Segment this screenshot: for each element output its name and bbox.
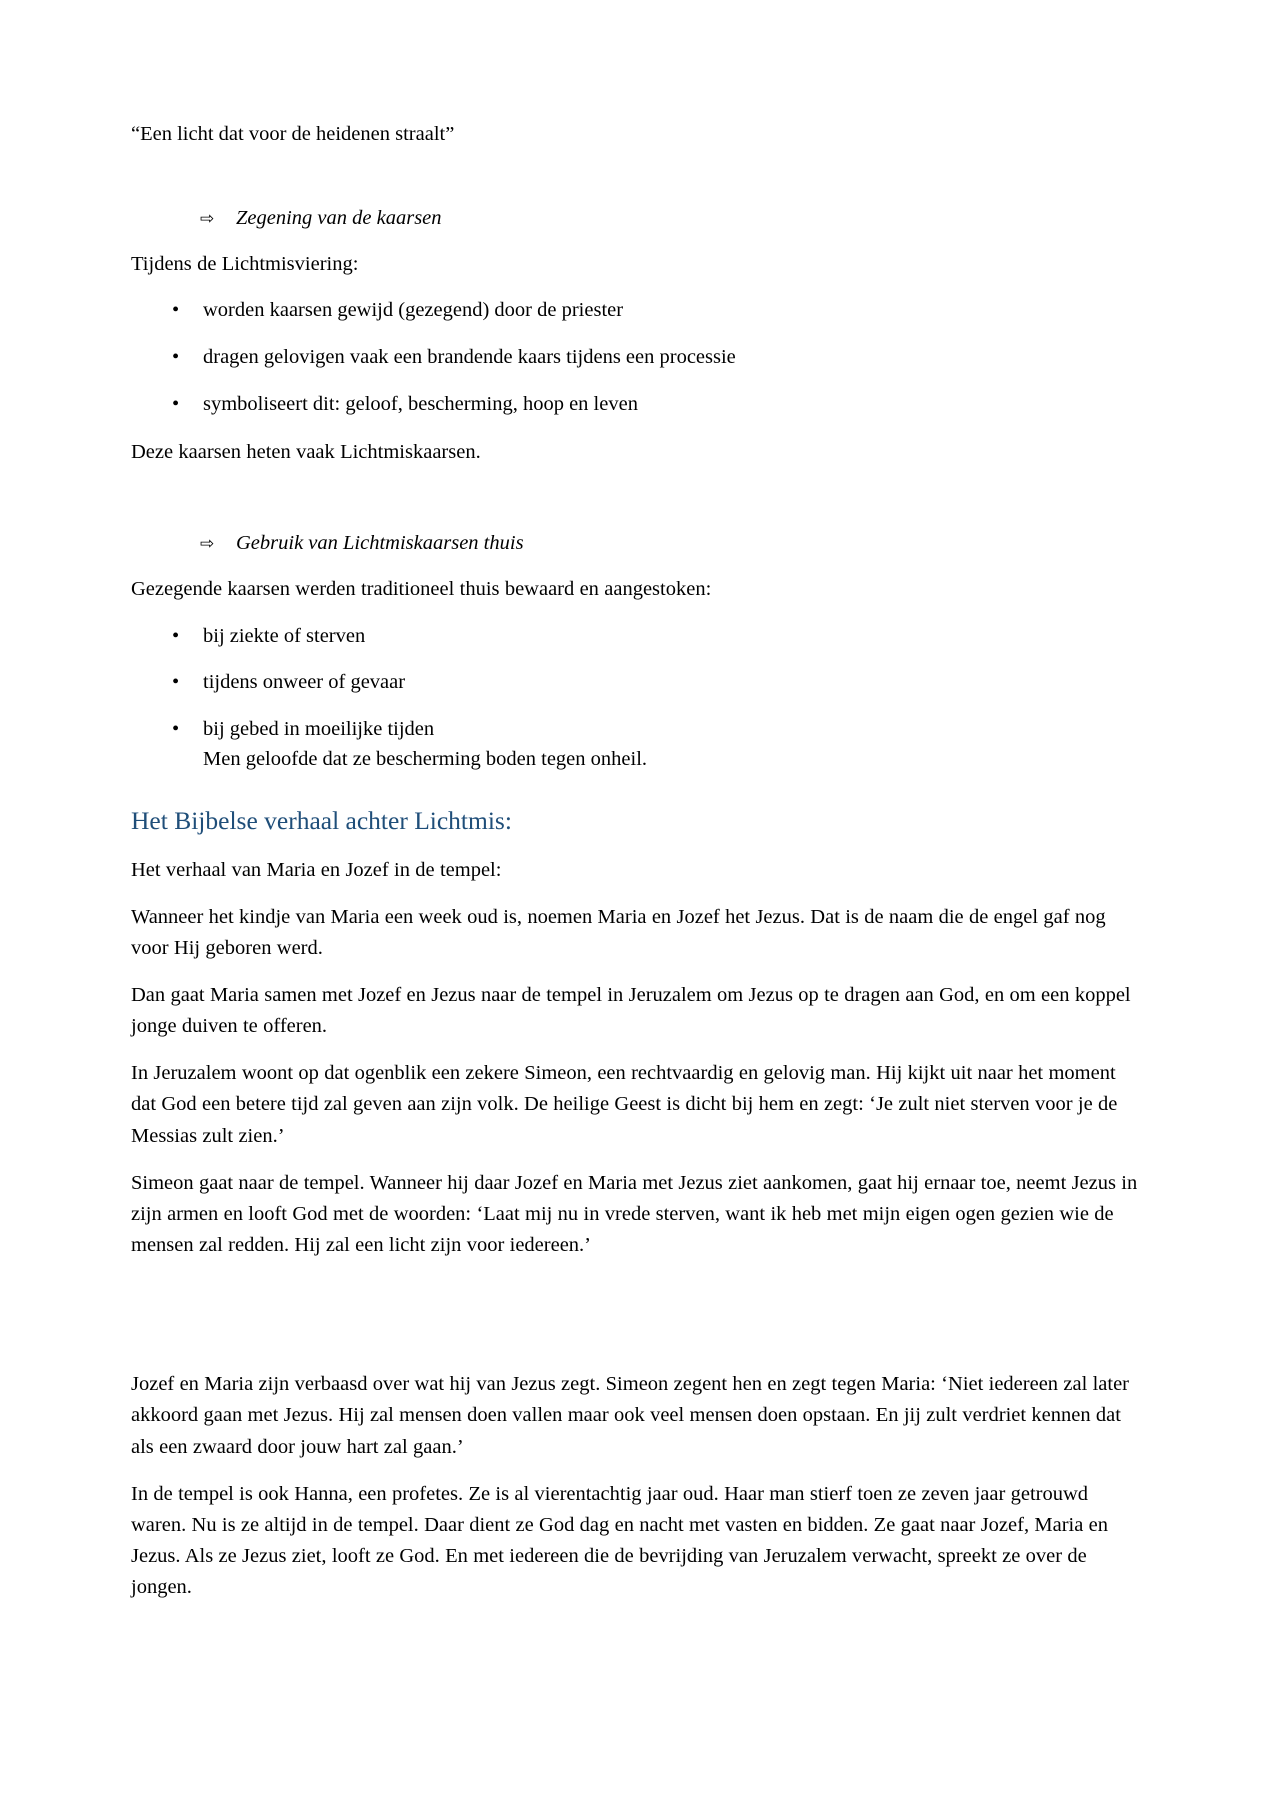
section-three-subheading: Het verhaal van Maria en Jozef in de tempel: [131,858,502,881]
list-item [131,343,1141,373]
list-item [131,622,1141,652]
list-item-label: worden kaarsen gewijd (gezegend) door de priester [203,299,624,322]
list-item-group [203,715,647,774]
spacer [131,420,1141,438]
round-bullet-icon: • [172,346,180,369]
arrow-heading-label: Gebruik van Lichtmiskaarsen thuis [236,531,524,554]
round-bullet-icon: • [172,717,180,740]
story-paragraph-1: Wanneer het kindje van Maria een week oud is, noemen Maria en Jozef het Jezus. Dat is de naam die de engel gaf nog voor Hij geboren werd. [131,905,1106,959]
spacer [131,892,1141,902]
arrow-heading-zegening [131,205,1141,233]
section-heading-bijbels-verhaal: Het Bijbelse verhaal achter Lichtmis: [131,806,512,836]
section-two-bullet-list [131,622,1141,775]
spacer [131,286,1141,296]
arrow-right-icon: ⇨ [200,208,215,229]
document-body [131,120,1141,1619]
list-item [131,715,1141,774]
round-bullet-icon: • [172,624,180,647]
list-item-label: symboliseert dit: geloof, bescherming, hoop en leven [203,392,638,415]
arrow-right-icon: ⇨ [200,533,215,554]
arrow-heading-gebruik [131,530,1141,558]
opening-quote: “Een licht dat voor de heidenen straalt” [131,123,455,145]
list-item-label: bij gebed in moeilijke tijden [203,717,435,740]
round-bullet-icon: • [172,392,180,415]
story-paragraph-2: Dan gaat Maria samen met Jozef en Jezus naar de tempel in Jeruzalem om Jezus op te dragen aan God, en om een koppel jonge duiven te offeren. [131,983,1131,1038]
section-one-intro: Tijdens de Lichtmisviering: [131,253,359,276]
section-two-intro: Gezegende kaarsen werden traditioneel thuis bewaard en aangestoken: [131,578,712,601]
round-bullet-icon: • [172,299,180,322]
spacer [131,774,1141,804]
section-one-closing: Deze kaarsen heten vaak Lichtmiskaarsen. [131,440,481,463]
list-item-label: tijdens onweer of gevaar [203,671,406,694]
page-break-gap [131,1277,1141,1369]
spacer [131,612,1141,622]
spacer [131,232,1141,250]
story-paragraph-6: In de tempel is ook Hanna, een profetes. Ze is al vierentachtig jaar oud. Haar man stierf toen ze zeven jaar getrouwd waren. Nu is ze altijd in de tempel. Daar dient ze God dag en nacht met vasten en bidden. Ze gaat naar Jozef, Maria en Jezus. Als ze Jezus ziet, looft ze God. En met iedereen die de bevrijding van Jeruzalem verwacht, spreekt ze over de jongen. [131,1482,1109,1599]
spacer [131,149,1141,205]
list-item-label: bij ziekte of sterven [203,624,366,647]
list-item [131,390,1141,420]
story-paragraph-3: In Jeruzalem woont op dat ogenblik een zekere Simeon, een rechtvaardig en gelovig man. Hij kijkt uit naar het moment dat God een betere tijd zal geven aan zijn volk. De heilige Geest is dicht bij hem en zegt: ‘Je zult niet sterven voor je de Messias zult zien.’ [131,1062,1118,1147]
list-item [131,296,1141,326]
spacer [131,474,1141,530]
spacer [131,846,1141,856]
section-one-bullet-list [131,296,1141,419]
list-item-subline: Men geloofde dat ze bescherming boden tegen onheil. [203,747,648,770]
list-item [131,668,1141,698]
round-bullet-icon: • [172,671,180,694]
story-paragraph-5: Jozef en Maria zijn verbaasd over wat hij van Jezus zegt. Simeon zegent hen en zegt tegen Maria: ‘Niet iedereen zal later akkoord gaan met Jezus. Hij zal mensen doen vallen maar ook veel mensen doen opstaan. En jij zult verdriet kennen dat als een zwaard door jouw hart zal gaan.’ [131,1373,1130,1458]
arrow-heading-label: Zegening van de kaarsen [236,206,442,229]
story-paragraph-4: Simeon gaat naar de tempel. Wanneer hij daar Jozef en Maria met Jezus ziet aankomen, gaat hij ernaar toe, neemt Jezus in zijn armen en looft God met de woorden: ‘Laat mij nu in vrede sterven, want ik heb met mijn eigen ogen gezien wie de mensen zal redden. Hij zal een licht zijn voor iedereen.’ [131,1171,1138,1257]
list-item-label: dragen gelovigen vaak een brandende kaars tijdens een processie [203,346,736,369]
spacer [131,557,1141,575]
